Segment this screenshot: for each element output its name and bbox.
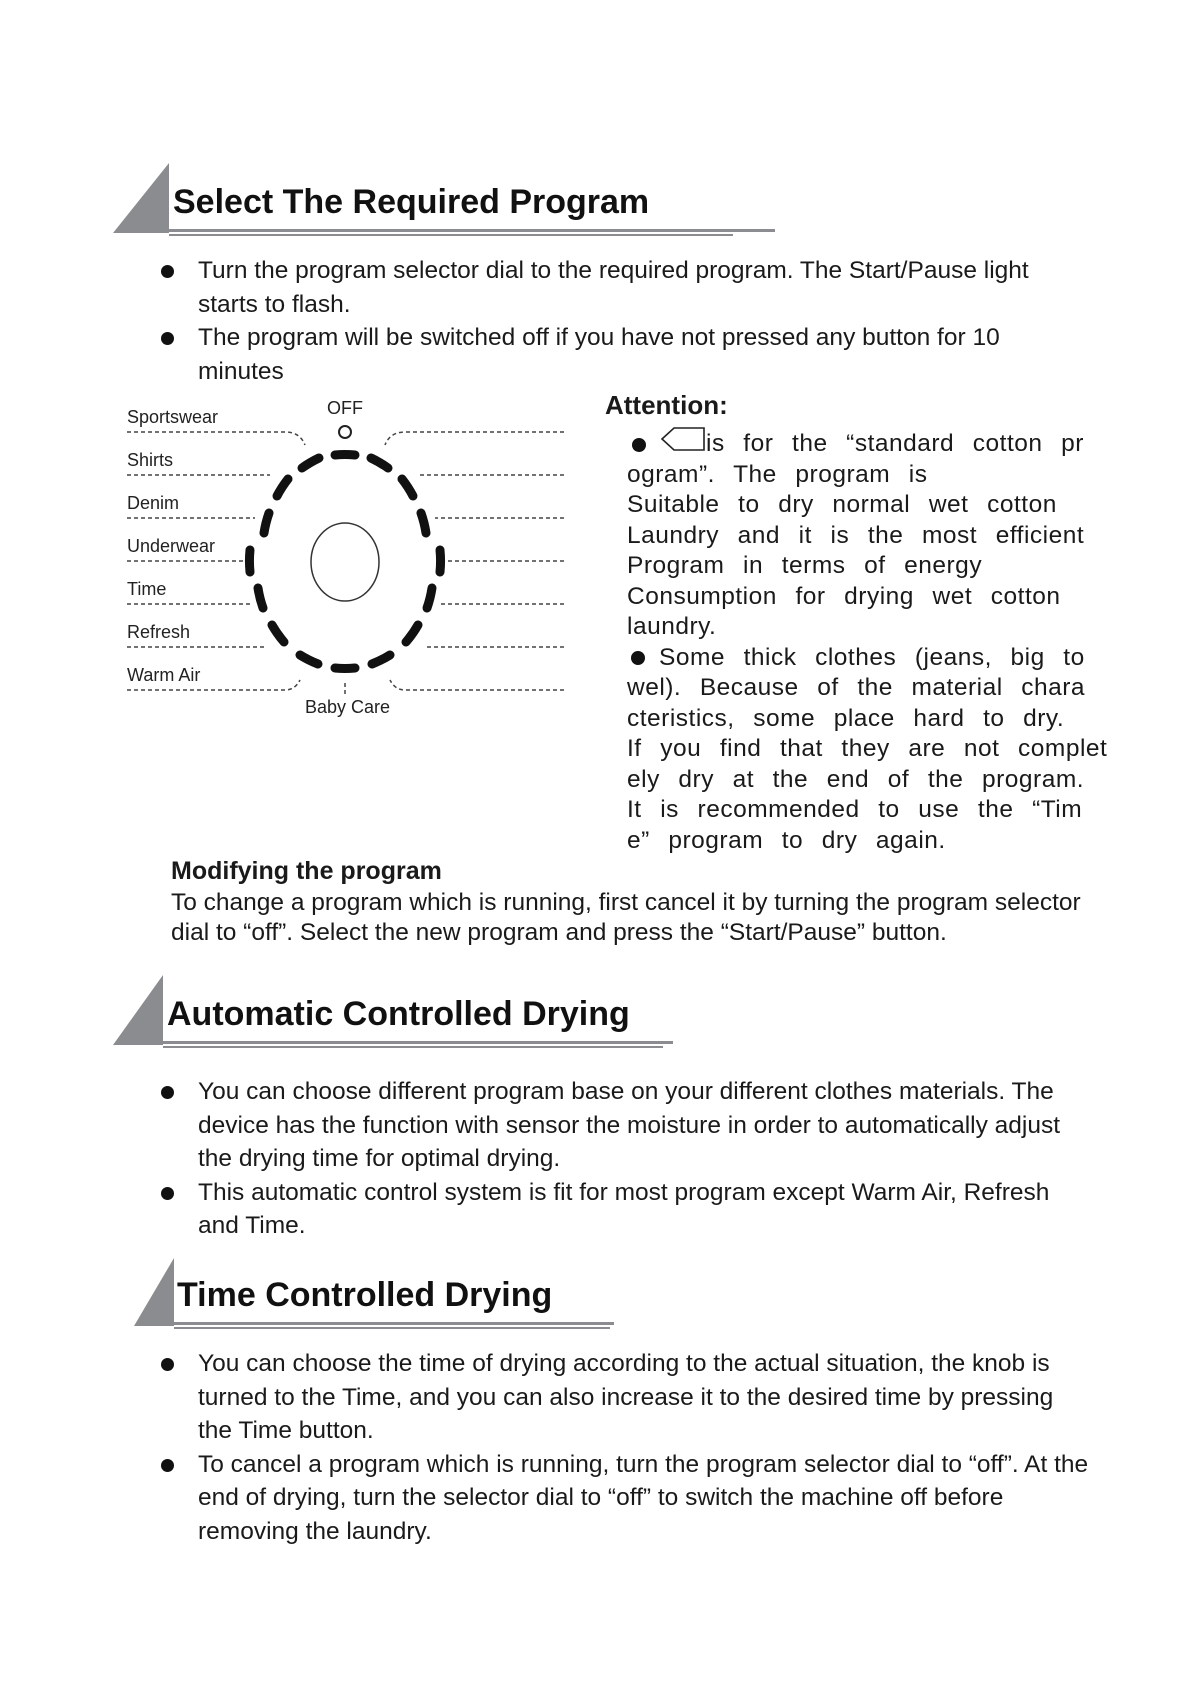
dial-left-label: Shirts	[127, 450, 174, 470]
heading-rule	[163, 1041, 673, 1044]
bullet-icon	[632, 438, 646, 452]
list-item: You can choose the time of drying according to the actual situation, the knob is turned to the Time, and you can also increase it to the desired time by pressing the Time button.	[155, 1347, 1090, 1448]
section-title: Time Controlled Drying	[177, 1276, 553, 1314]
section-heading-automatic-drying	[113, 975, 673, 1047]
dial-left-label: Refresh	[127, 622, 191, 642]
attention-line: Laundry and it is the most efficient	[627, 521, 1085, 549]
cotton-tag-icon	[660, 427, 706, 453]
dial-off-label: OFF	[327, 398, 363, 418]
attention-line: e” program to dry again.	[627, 826, 946, 854]
attention-title: Attention:	[605, 390, 728, 420]
bullet-icon	[161, 1358, 174, 1371]
list-item: This automatic control system is fit for most program except Warm Air, Refresh and Time.	[155, 1176, 1085, 1243]
attention-line: Suitable to dry normal wet cotton	[627, 491, 1057, 518]
attention-line: ely dry at the end of the program.	[627, 765, 1085, 793]
list-item: Turn the program selector dial to the required program. The Start/Pause light starts to flash.	[155, 254, 1085, 321]
section-3-bullets	[155, 1347, 1090, 1548]
bullet-icon	[161, 1086, 174, 1099]
attention-line: Some thick clothes (jeans, big to	[627, 643, 1097, 674]
dial-left-label: Underwear	[127, 536, 216, 556]
modifying-text: To change a program which is running, first cancel it by turning the program selector dial to “off”. Select the new program and press the “Start/Pause” button.	[171, 889, 1081, 946]
bullet-icon	[631, 651, 645, 665]
attention-line: Program in terms of energy	[627, 552, 983, 579]
bullet-icon	[161, 1459, 174, 1472]
attention-block	[627, 427, 1108, 856]
heading-rule	[163, 1046, 663, 1048]
list-item: The program will be switched off if you have not pressed any button for 10 minutes	[155, 321, 1085, 388]
attention-line: It is recommended to use the “Tim	[627, 796, 1083, 823]
dial-left-label: Time	[127, 579, 167, 599]
section-heading-time-drying	[134, 1258, 614, 1330]
attention-line: cteristics, some place hard to dry.	[627, 704, 1065, 732]
heading-rule	[174, 1322, 614, 1325]
modifying-title: Modifying the program	[171, 857, 442, 885]
attention-line: If you find that they are not complet	[627, 735, 1108, 762]
attention-line: ogram”. The program is	[627, 460, 928, 488]
section-2-bullets	[155, 1075, 1085, 1243]
bullet-icon	[161, 1187, 174, 1200]
attention-line: Consumption for drying wet cotton	[627, 582, 1061, 610]
dial-left-label: Warm Air	[127, 665, 201, 685]
list-item: To cancel a program which is running, turn the program selector dial to “off”. At the end of drying, turn the selector dial to “off” to switch the machine off before removing the laundry.	[155, 1448, 1090, 1549]
list-item: You can choose different program base on your different clothes materials. The device has the function with sensor the moisture in order to automatically adjust the drying time for optimal drying.	[155, 1075, 1085, 1176]
dial-bottom-label: Baby Care	[305, 697, 391, 717]
dial-left-label: Sportswear	[127, 407, 219, 427]
attention-line: wel). Because of the material chara	[627, 674, 1086, 701]
attention-line: is for the “standard cotton pr	[627, 427, 1097, 460]
section-title: Select The Required Program	[173, 183, 650, 221]
section-title: Automatic Controlled Drying	[167, 995, 630, 1033]
dial-graphic	[0, 0, 600, 740]
attention-line: laundry.	[627, 613, 717, 640]
dial-left-label: Denim	[127, 493, 180, 513]
program-dial-diagram	[0, 0, 600, 740]
heading-triangle-icon	[113, 975, 173, 1047]
heading-rule	[174, 1327, 610, 1329]
